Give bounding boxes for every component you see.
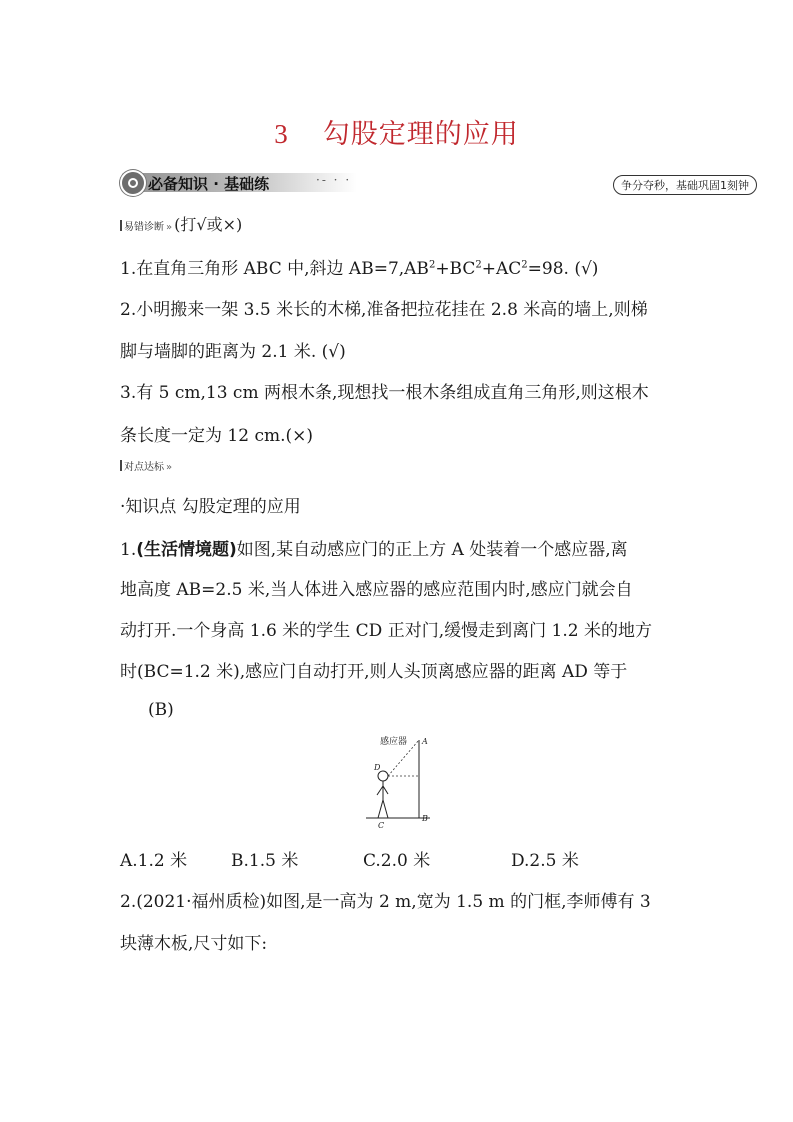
- option-d: D.2.5 米: [511, 851, 579, 871]
- person-leg-right: [383, 800, 388, 818]
- p1-question-2-line-2: 脚与墙脚的距离为 2.1 米. (√): [120, 342, 346, 362]
- subheading-dots-icon: »: [166, 222, 173, 233]
- knowledge-point: ·知识点 勾股定理的应用: [120, 497, 301, 517]
- p2-question-1-line-3: 动打开.一个身高 1.6 米的学生 CD 正对门,缓慢走到离门 1.2 米的地方: [120, 621, 652, 641]
- subheading-error-diagnosis: [120, 212, 242, 235]
- p1-question-3-line-1: 3.有 5 cm,13 cm 两根木条,现想找一根木条组成直角三角形,则这根木: [120, 383, 649, 403]
- option-a: A.1.2 米: [120, 851, 188, 871]
- banner-dots: ·- · ·: [316, 173, 352, 187]
- subheading-target: [120, 458, 174, 474]
- section-tag: 争分夺秒，基础巩固1刻钟: [613, 175, 757, 195]
- p2-question-1-line-1: 1.(生活情境题)如图,某自动感应门的正上方 A 处装着一个感应器,离: [120, 540, 628, 560]
- subheading-label: 对点达标: [124, 462, 164, 473]
- title-text: 勾股定理的应用: [322, 119, 519, 150]
- title-number: 3: [274, 119, 289, 149]
- label-A: A: [422, 737, 428, 746]
- p2-question-1-line-4: 时(BC=1.2 米),感应门自动打开,则人头顶离感应器的距离 AD 等于: [120, 662, 628, 682]
- person-leg-left: [378, 800, 383, 818]
- page-title: [0, 112, 793, 151]
- p1-question-1: 1.在直角三角形 ABC 中,斜边 $AB=7,AB^2+BC^2+AC^2=98$. (√): [120, 259, 599, 279]
- label-D: D: [374, 763, 381, 772]
- answer: (B): [148, 700, 174, 720]
- p1-question-2-line-1: 2.小明搬来一架 3.5 米长的木梯,准备把拉花挂在 2.8 米高的墙上,则梯: [120, 300, 648, 320]
- sensor-label: 感应器: [380, 737, 408, 747]
- subheading-dots-icon: »: [166, 462, 173, 473]
- question-tag: (生活情境题): [136, 540, 237, 560]
- section-banner: [120, 170, 358, 194]
- sensor-door-figure: [366, 732, 446, 832]
- person-head-icon: [378, 771, 388, 781]
- label-B: B: [422, 814, 428, 823]
- option-b: B.1.5 米: [231, 851, 299, 871]
- person-arm-left: [377, 786, 383, 795]
- section-label: 必备知识 · 基础练: [148, 175, 270, 193]
- instruction: (打√或×): [174, 215, 243, 234]
- p2-question-1-line-2: 地高度 AB=2.5 米,当人体进入感应器的感应范围内时,感应门就会自: [120, 580, 633, 600]
- label-C: C: [378, 821, 385, 830]
- p1-question-3-line-2: 条长度一定为 12 cm.(×): [120, 426, 313, 446]
- subheading-bar-icon: [120, 220, 122, 231]
- p2-question-2-line-1: 2.(2021·福州质检)如图,是一高为 2 m,宽为 1.5 m 的门框,李师傅有 3: [120, 892, 651, 912]
- person-arm-right: [383, 786, 388, 794]
- p2-question-2-line-2: 块薄木板,尺寸如下:: [120, 934, 268, 954]
- subheading-bar-icon: [120, 460, 122, 471]
- banner-ring-icon: [120, 170, 146, 196]
- option-c: C.2.0 米: [363, 851, 431, 871]
- subheading-label: 易错诊断: [124, 222, 164, 233]
